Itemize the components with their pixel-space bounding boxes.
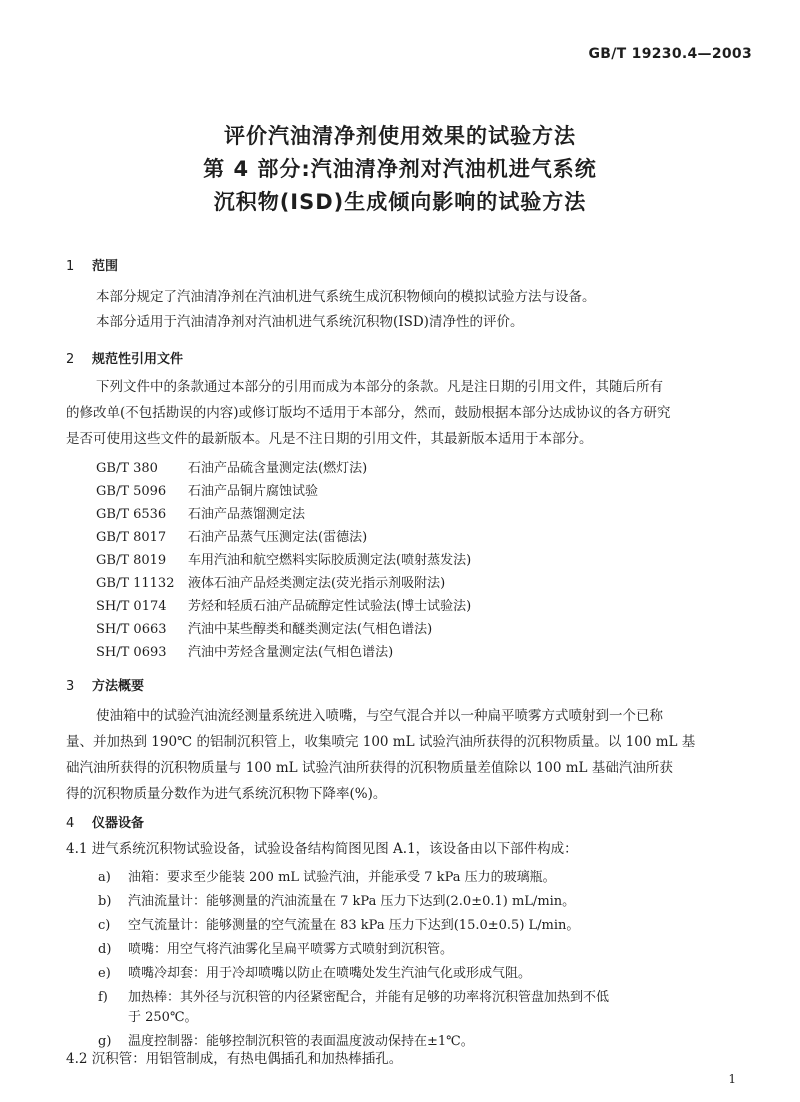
item-label: f) xyxy=(98,990,108,1005)
title-line-2: 第 4 部分:汽油清净剂对汽油机进气系统 xyxy=(203,157,597,181)
paragraph-line: 础汽油所获得的沉积物质量与 100 mL 试验汽油所获得的沉积物质量差值除以 100 mL 基础汽油所获 xyxy=(66,760,673,776)
section-1-heading xyxy=(66,255,118,274)
paragraph-line: 量、并加热到 190℃ 的铝制沉积管上，收集喷完 100 mL 试验汽油所获得的沉积物质量。以 100 mL 基 xyxy=(66,734,696,750)
reference-item xyxy=(96,457,367,476)
page-number: 1 xyxy=(728,1072,736,1086)
section-title: 规范性引用文件 xyxy=(92,352,184,367)
reference-code: SH/T 0693 xyxy=(96,645,167,660)
reference-title: 石油产品铜片腐蚀试验 xyxy=(188,484,319,499)
item-text: 喷嘴：用空气将汽油雾化呈扁平喷雾方式喷射到沉积管。 xyxy=(128,942,454,957)
section-number: 1 xyxy=(66,259,75,274)
section-title: 仪器设备 xyxy=(92,816,145,831)
reference-item xyxy=(96,549,471,568)
reference-title: 汽油中芳烃含量测定法(气相色谱法) xyxy=(188,645,394,660)
item-text: 汽油流量计：能够测量的汽油流量在 7 kPa 压力下达到(2.0±0.1) mL/min。 xyxy=(128,894,576,909)
reference-code: GB/T 8019 xyxy=(96,553,167,568)
reference-code: GB/T 8017 xyxy=(96,530,167,545)
equipment-item xyxy=(98,866,556,885)
equipment-item xyxy=(98,890,575,909)
reference-title: 液体石油产品烃类测定法(荧光指示剂吸附法) xyxy=(188,576,446,591)
paragraph-line: 使油箱中的试验汽油流经测量系统进入喷嘴，与空气混合并以一种扁平喷雾方式喷射到一个已称 xyxy=(96,708,663,724)
paragraph: 本部分规定了汽油清净剂在汽油机进气系统生成沉积物倾向的模拟试验方法与设备。 xyxy=(96,289,596,305)
paragraph-line: 的修改单(不包括勘误的内容)或修订版均不适用于本部分，然而，鼓励根据本部分达成协议的各方研究 xyxy=(66,405,671,421)
reference-code: SH/T 0174 xyxy=(96,599,167,614)
reference-item xyxy=(96,503,305,522)
equipment-item xyxy=(98,962,531,981)
reference-code: GB/T 380 xyxy=(96,461,158,476)
section-4-heading xyxy=(66,812,144,831)
title-line-3: 沉积物(ISD)生成倾向影响的试验方法 xyxy=(213,190,587,214)
item-label: c) xyxy=(98,918,111,933)
item-text: 加热棒：其外径与沉积管的内径紧密配合，并能有足够的功率将沉积管盘加热到不低 xyxy=(128,990,610,1005)
equipment-item xyxy=(98,938,453,957)
item-text: 喷嘴冷却套：用于冷却喷嘴以防止在喷嘴处发生汽油气化或形成气阻。 xyxy=(128,966,532,981)
title-line-1: 评价汽油清净剂使用效果的试验方法 xyxy=(224,124,576,148)
item-text: 温度控制器：能够控制沉积管的表面温度波动保持在±1℃。 xyxy=(128,1034,474,1049)
paragraph-line: 下列文件中的条款通过本部分的引用而成为本部分的条款。凡是注日期的引用文件，其随后所有 xyxy=(96,379,663,395)
paragraph-line: 得的沉积物质量分数作为进气系统沉积物下降率(%)。 xyxy=(66,786,387,802)
reference-item xyxy=(96,595,471,614)
item-label: g) xyxy=(98,1034,112,1049)
reference-title: 石油产品硫含量测定法(燃灯法) xyxy=(188,461,368,476)
section-title: 方法概要 xyxy=(92,679,145,694)
section-3-heading xyxy=(66,675,144,694)
paragraph-line: 是否可使用这些文件的最新版本。凡是不注日期的引用文件，其最新版本适用于本部分。 xyxy=(66,431,593,447)
reference-item xyxy=(96,572,445,591)
item-text: 油箱：要求至少能装 200 mL 试验汽油，并能承受 7 kPa 压力的玻璃瓶。 xyxy=(128,870,556,885)
section-2-heading xyxy=(66,348,183,367)
paragraph: 本部分适用于汽油清净剂对汽油机进气系统沉积物(ISD)清净性的评价。 xyxy=(96,314,524,330)
item-label: a) xyxy=(98,870,111,885)
item-text: 于 250℃。 xyxy=(128,1010,198,1025)
reference-title: 汽油中某些醇类和醚类测定法(气相色谱法) xyxy=(188,622,433,637)
section-title: 范围 xyxy=(92,259,119,274)
reference-code: GB/T 11132 xyxy=(96,576,175,591)
reference-title: 芳烃和轻质石油产品硫醇定性试验法(博士试验法) xyxy=(188,599,472,614)
section-number: 4 xyxy=(66,816,75,831)
reference-item xyxy=(96,480,318,499)
item-label: b) xyxy=(98,894,112,909)
reference-title: 石油产品蒸气压测定法(雷德法) xyxy=(188,530,368,545)
equipment-item xyxy=(98,986,609,1005)
section-number: 3 xyxy=(66,679,75,694)
standard-code: GB/T 19230.4—2003 xyxy=(588,46,752,62)
reference-code: GB/T 5096 xyxy=(96,484,167,499)
clause-4-2: 4.2 沉积管：用铝管制成，有热电偶插孔和加热棒插孔。 xyxy=(66,1051,403,1067)
equipment-item-continuation xyxy=(98,1006,198,1025)
reference-code: GB/T 6536 xyxy=(96,507,167,522)
item-text: 空气流量计：能够测量的空气流量在 83 kPa 压力下达到(15.0±0.5) L/min。 xyxy=(128,918,580,933)
clause-4-1: 4.1 进气系统沉积物试验设备，试验设备结构简图见图 A.1，该设备由以下部件构成： xyxy=(66,841,578,857)
reference-title: 石油产品蒸馏测定法 xyxy=(188,507,306,522)
reference-item xyxy=(96,618,432,637)
item-label: d) xyxy=(98,942,112,957)
reference-item xyxy=(96,641,393,660)
equipment-item xyxy=(98,914,579,933)
reference-title: 车用汽油和航空燃料实际胶质测定法(喷射蒸发法) xyxy=(188,553,472,568)
reference-code: SH/T 0663 xyxy=(96,622,167,637)
item-label: e) xyxy=(98,966,111,981)
section-number: 2 xyxy=(66,352,75,367)
reference-item xyxy=(96,526,367,545)
